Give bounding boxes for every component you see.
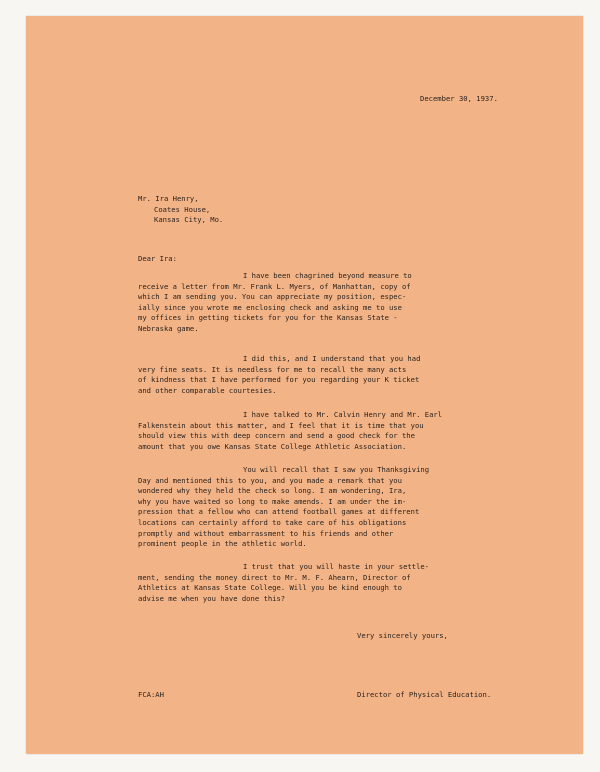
text-line: I have talked to Mr. Calvin Henry and Mr. Earl	[243, 410, 443, 419]
address-line: Coates House,	[154, 204, 211, 214]
paragraph	[138, 562, 508, 604]
text-line: locations can certainly afford to take care of his obligations	[138, 517, 407, 527]
text-line: advise me when you have done this?	[138, 593, 286, 603]
paragraph	[138, 354, 508, 396]
text-line: Athletics at Kansas State College. Will you be kind enough to	[138, 583, 402, 593]
address-line: Mr. Ira Henry,	[138, 194, 199, 203]
signer-title: Director of Physical Education.	[357, 690, 492, 699]
text-line: should view this with deep concern and send a good check for the	[138, 431, 415, 441]
letter-paper	[26, 16, 583, 754]
text-line: Nebraska game.	[138, 323, 199, 333]
text-line: I did this, and I understand that you had	[243, 354, 421, 363]
text-line: ially since you wrote me enclosing check and asking me to use	[138, 302, 402, 312]
text-line: of kindness that I have performed for you regarding your K ticket	[138, 375, 420, 385]
paragraph	[138, 410, 508, 452]
text-line: I have been chagrined beyond measure to	[243, 271, 412, 280]
recipient-address	[138, 194, 223, 226]
letter-body	[26, 16, 583, 754]
text-line: You will recall that I saw you Thanksgiving	[243, 465, 430, 474]
text-line: ment, sending the money direct to Mr. M. F. Ahearn, Director of	[138, 572, 411, 582]
text-line: receive a letter from Mr. Frank L. Myers, of Manhattan, copy of	[138, 281, 411, 291]
text-line: pression that a fellow who can attend football games at different	[138, 507, 420, 517]
text-line: my offices in getting tickets for you for the Kansas State -	[138, 313, 398, 323]
reference-initials: FCA:AH	[138, 690, 164, 699]
text-line: promptly and without embarrassment to his friends and other	[138, 528, 394, 538]
complimentary-close: Very sincerely yours,	[357, 631, 448, 640]
text-line: which I am sending you. You can appreciate my position, espec-	[138, 292, 407, 302]
text-line: I trust that you will haste in your settle-	[243, 562, 430, 571]
paragraph	[138, 465, 508, 550]
text-line: wondered why they held the check so long. I am wondering, Ira,	[138, 486, 407, 496]
text-line: prominent people in the athletic world.	[138, 539, 307, 549]
text-line: Falkenstein about this matter, and I feel that it is time that you	[138, 420, 424, 430]
letter-date: December 30, 1937.	[420, 94, 498, 103]
text-line: and other comparable courtesies.	[138, 385, 277, 395]
paragraph	[138, 271, 508, 335]
text-line: why you have waited so long to make amends. I am under the im-	[138, 496, 407, 506]
address-line: Kansas City, Mo.	[154, 215, 224, 225]
text-line: very fine seats. It is needless for me to recall the many acts	[138, 364, 407, 374]
salutation: Dear Ira:	[138, 254, 177, 263]
text-line: Day and mentioned this to you, and you made a remark that you	[138, 475, 402, 485]
text-line: amount that you owe Kansas State College Athletic Association.	[138, 441, 407, 451]
